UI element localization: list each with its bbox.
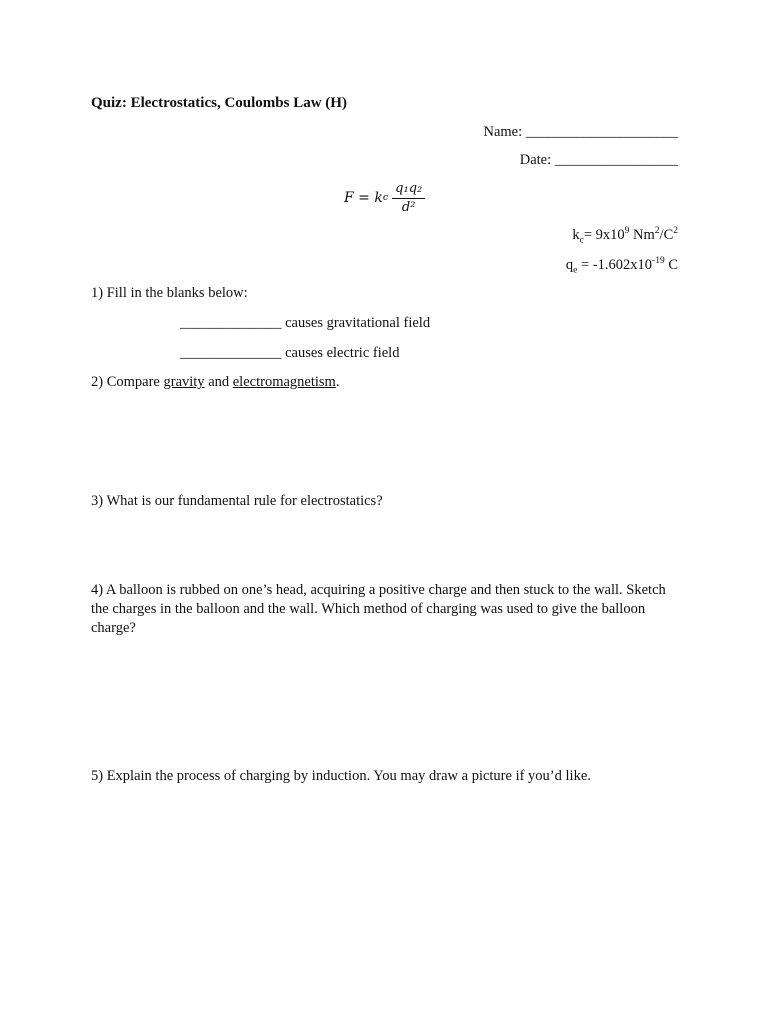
formula-numerator: q₁q₂	[392, 181, 425, 199]
formula-denominator: d²	[401, 199, 416, 215]
blank-text: causes gravitational field	[281, 315, 431, 331]
question-5: 5) Explain the process of charging by induction. You may draw a picture if you’d like.	[91, 768, 591, 784]
answer-blank: ______________	[180, 315, 282, 331]
qe-value: = -1.602x10	[577, 256, 653, 273]
q2-electromagnetism: electromagnetism	[232, 374, 336, 390]
qe-constant	[566, 256, 678, 277]
date-label: Date:	[519, 152, 552, 168]
answer-blank: ______________	[180, 345, 282, 361]
blank-text: causes electric field	[281, 345, 400, 361]
q2-gravity: gravity	[163, 374, 205, 390]
question-3: 3) What is our fundamental rule for electrostatics?	[91, 493, 383, 509]
q2-period: .	[335, 374, 340, 390]
formula-lhs: F = k	[344, 189, 383, 206]
kc-value: = 9x10	[583, 226, 625, 243]
kc-subscript: c	[579, 235, 584, 246]
kc-constant	[572, 226, 678, 247]
question-4: 4) A balloon is rubbed on one’s head, acquiring a positive charge and then stuck to the wall. Sketch the charges in the balloon and the wall. Which method of charging was used to give the balloon charge?	[91, 582, 666, 636]
q2-and: and	[204, 374, 233, 390]
kc-unit-exp-b: 2	[673, 226, 678, 236]
formula-fraction	[392, 181, 425, 215]
question-2	[91, 374, 339, 391]
qe-unit: C	[664, 256, 678, 273]
qe-symbol: q	[565, 256, 574, 273]
kc-symbol: k	[572, 226, 580, 243]
qe-subscript: e	[573, 265, 578, 276]
coulomb-formula	[344, 176, 425, 220]
blank-electric	[180, 345, 399, 362]
qe-exponent: -19	[652, 256, 665, 266]
page-title: Quiz: Electrostatics, Coulombs Law (H)	[91, 95, 347, 111]
formula-lhs-sub: c	[382, 192, 389, 204]
blank-gravitational	[180, 315, 430, 332]
date-field	[520, 152, 678, 169]
name-field	[483, 124, 678, 141]
kc-unit-a: Nm	[629, 226, 655, 243]
kc-unit-b: /C	[659, 226, 674, 243]
kc-exponent: 9	[624, 226, 630, 236]
date-blank: _________________	[554, 152, 678, 168]
question-1: 1) Fill in the blanks below:	[91, 285, 248, 301]
name-blank: _____________________	[525, 124, 678, 140]
q2-prefix: 2) Compare	[91, 374, 164, 390]
name-label: Name:	[483, 124, 523, 140]
kc-unit-exp-a: 2	[654, 226, 660, 236]
